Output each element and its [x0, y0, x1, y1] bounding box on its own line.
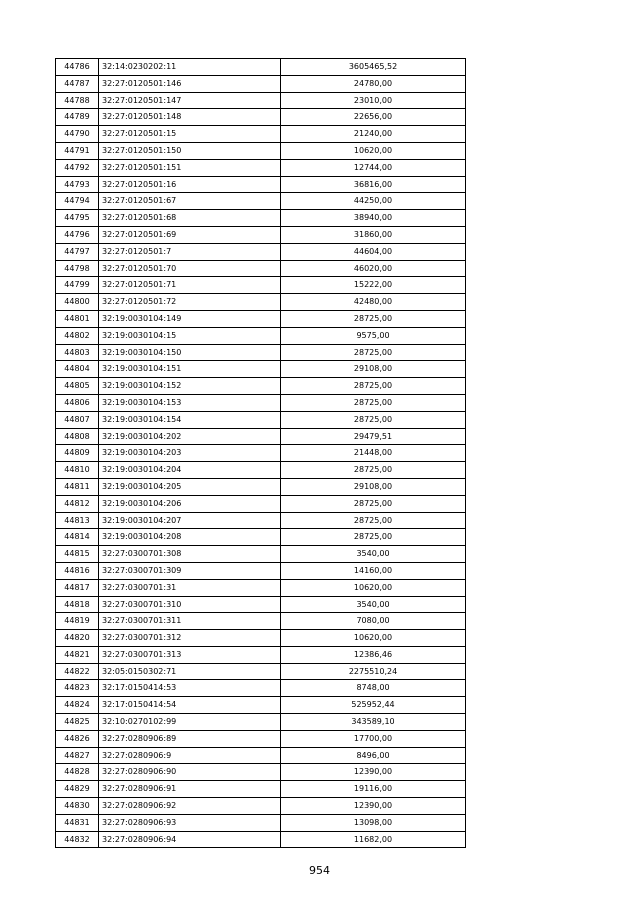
table-row	[56, 210, 466, 227]
table-row	[56, 478, 466, 495]
cadastral-number-cell: 32:27:0300701:31	[99, 579, 281, 596]
row-number-cell: 44827	[56, 747, 99, 764]
cadastral-value-cell: 7080,00	[281, 613, 466, 630]
cadastral-number-cell: 32:27:0120501:146	[99, 75, 281, 92]
cadastral-number-cell: 32:27:0120501:72	[99, 294, 281, 311]
cadastral-value-cell: 36816,00	[281, 176, 466, 193]
row-number-cell: 44810	[56, 462, 99, 479]
table-row	[56, 428, 466, 445]
cadastral-value-cell: 21448,00	[281, 445, 466, 462]
cadastral-number-cell: 32:27:0120501:147	[99, 92, 281, 109]
table-row	[56, 814, 466, 831]
cadastral-value-cell: 525952,44	[281, 697, 466, 714]
cadastral-value-cell: 8496,00	[281, 747, 466, 764]
table-row	[56, 646, 466, 663]
cadastral-value-cell: 8748,00	[281, 680, 466, 697]
cadastral-value-cell: 29108,00	[281, 478, 466, 495]
row-number-cell: 44800	[56, 294, 99, 311]
cadastral-number-cell: 32:27:0120501:70	[99, 260, 281, 277]
table-row	[56, 394, 466, 411]
cadastral-number-cell: 32:19:0030104:150	[99, 344, 281, 361]
row-number-cell: 44802	[56, 327, 99, 344]
row-number-cell: 44804	[56, 361, 99, 378]
cadastral-value-cell: 44604,00	[281, 243, 466, 260]
cadastral-number-cell: 32:27:0120501:16	[99, 176, 281, 193]
cadastral-value-cell: 46020,00	[281, 260, 466, 277]
table-row	[56, 226, 466, 243]
cadastral-number-cell: 32:05:0150302:71	[99, 663, 281, 680]
row-number-cell: 44791	[56, 142, 99, 159]
cadastral-number-cell: 32:27:0280906:92	[99, 798, 281, 815]
table-row	[56, 562, 466, 579]
cadastral-number-cell: 32:27:0280906:89	[99, 730, 281, 747]
cadastral-value-cell: 3605465,52	[281, 59, 466, 76]
cadastral-number-cell: 32:19:0030104:206	[99, 495, 281, 512]
cadastral-number-cell: 32:27:0120501:151	[99, 159, 281, 176]
table-row	[56, 714, 466, 731]
cadastral-number-cell: 32:19:0030104:151	[99, 361, 281, 378]
row-number-cell: 44789	[56, 109, 99, 126]
row-number-cell: 44793	[56, 176, 99, 193]
table-row	[56, 596, 466, 613]
cadastral-number-cell: 32:27:0280906:94	[99, 831, 281, 848]
cadastral-number-cell: 32:27:0280906:91	[99, 781, 281, 798]
table-row	[56, 109, 466, 126]
table-row	[56, 294, 466, 311]
cadastral-value-cell: 29108,00	[281, 361, 466, 378]
cadastral-number-cell: 32:19:0030104:203	[99, 445, 281, 462]
cadastral-value-cell: 28725,00	[281, 529, 466, 546]
table-row	[56, 142, 466, 159]
row-number-cell: 44790	[56, 126, 99, 143]
cadastral-value-cell: 14160,00	[281, 562, 466, 579]
table-row	[56, 445, 466, 462]
table-body	[56, 59, 466, 848]
table-row	[56, 243, 466, 260]
cadastral-number-cell: 32:27:0120501:7	[99, 243, 281, 260]
row-number-cell: 44812	[56, 495, 99, 512]
cadastral-number-cell: 32:19:0030104:205	[99, 478, 281, 495]
cadastral-value-cell: 28725,00	[281, 512, 466, 529]
cadastral-number-cell: 32:17:0150414:54	[99, 697, 281, 714]
cadastral-value-cell: 31860,00	[281, 226, 466, 243]
cadastral-value-cell: 28725,00	[281, 310, 466, 327]
row-number-cell: 44805	[56, 378, 99, 395]
row-number-cell: 44831	[56, 814, 99, 831]
table-row	[56, 176, 466, 193]
cadastral-value-cell: 2275510,24	[281, 663, 466, 680]
cadastral-value-cell: 343589,10	[281, 714, 466, 731]
row-number-cell: 44809	[56, 445, 99, 462]
row-number-cell: 44808	[56, 428, 99, 445]
cadastral-value-cell: 28725,00	[281, 462, 466, 479]
row-number-cell: 44786	[56, 59, 99, 76]
cadastral-value-cell: 12386,46	[281, 646, 466, 663]
table-row	[56, 798, 466, 815]
cadastral-number-cell: 32:27:0300701:308	[99, 546, 281, 563]
cadastral-value-cell: 12390,00	[281, 798, 466, 815]
cadastral-number-cell: 32:27:0120501:67	[99, 193, 281, 210]
cadastral-number-cell: 32:19:0030104:208	[99, 529, 281, 546]
cadastral-number-cell: 32:19:0030104:149	[99, 310, 281, 327]
row-number-cell: 44811	[56, 478, 99, 495]
cadastral-number-cell: 32:19:0030104:153	[99, 394, 281, 411]
row-number-cell: 44795	[56, 210, 99, 227]
row-number-cell: 44801	[56, 310, 99, 327]
cadastral-number-cell: 32:27:0300701:311	[99, 613, 281, 630]
table-row	[56, 764, 466, 781]
row-number-cell: 44830	[56, 798, 99, 815]
table-row	[56, 512, 466, 529]
row-number-cell: 44788	[56, 92, 99, 109]
table-row	[56, 361, 466, 378]
row-number-cell: 44825	[56, 714, 99, 731]
row-number-cell: 44820	[56, 630, 99, 647]
table-row	[56, 730, 466, 747]
table-row	[56, 613, 466, 630]
row-number-cell: 44829	[56, 781, 99, 798]
table-row	[56, 193, 466, 210]
table-row	[56, 378, 466, 395]
cadastral-number-cell: 32:19:0030104:15	[99, 327, 281, 344]
cadastral-number-cell: 32:27:0280906:9	[99, 747, 281, 764]
cadastral-number-cell: 32:19:0030104:207	[99, 512, 281, 529]
cadastral-number-cell: 32:17:0150414:53	[99, 680, 281, 697]
table-row	[56, 310, 466, 327]
table-row	[56, 126, 466, 143]
cadastral-number-cell: 32:19:0030104:202	[99, 428, 281, 445]
cadastral-value-cell: 21240,00	[281, 126, 466, 143]
cadastral-value-cell: 28725,00	[281, 495, 466, 512]
table-row	[56, 92, 466, 109]
cadastral-number-cell: 32:14:0230202:11	[99, 59, 281, 76]
row-number-cell: 44796	[56, 226, 99, 243]
row-number-cell: 44792	[56, 159, 99, 176]
cadastral-value-cell: 22656,00	[281, 109, 466, 126]
row-number-cell: 44806	[56, 394, 99, 411]
cadastral-number-cell: 32:27:0280906:93	[99, 814, 281, 831]
row-number-cell: 44826	[56, 730, 99, 747]
cadastral-number-cell: 32:27:0300701:313	[99, 646, 281, 663]
cadastral-number-cell: 32:27:0120501:15	[99, 126, 281, 143]
row-number-cell: 44821	[56, 646, 99, 663]
cadastral-number-cell: 32:27:0120501:69	[99, 226, 281, 243]
cadastral-value-cell: 9575,00	[281, 327, 466, 344]
table-row	[56, 277, 466, 294]
table-row	[56, 697, 466, 714]
cadastral-value-cell: 15222,00	[281, 277, 466, 294]
row-number-cell: 44818	[56, 596, 99, 613]
page-number: 954	[309, 864, 330, 877]
row-number-cell: 44824	[56, 697, 99, 714]
cadastral-value-cell: 3540,00	[281, 596, 466, 613]
table-row	[56, 680, 466, 697]
cadastral-number-cell: 32:19:0030104:204	[99, 462, 281, 479]
cadastral-value-cell: 3540,00	[281, 546, 466, 563]
row-number-cell: 44828	[56, 764, 99, 781]
row-number-cell: 44819	[56, 613, 99, 630]
table-row	[56, 781, 466, 798]
row-number-cell: 44794	[56, 193, 99, 210]
cadastral-value-cell: 24780,00	[281, 75, 466, 92]
row-number-cell: 44814	[56, 529, 99, 546]
cadastral-value-cell: 10620,00	[281, 630, 466, 647]
cadastral-value-cell: 42480,00	[281, 294, 466, 311]
table-row	[56, 495, 466, 512]
table-row	[56, 462, 466, 479]
table-row	[56, 344, 466, 361]
table-row	[56, 159, 466, 176]
cadastral-value-cell: 19116,00	[281, 781, 466, 798]
cadastral-number-cell: 32:27:0120501:71	[99, 277, 281, 294]
cadastral-value-cell: 10620,00	[281, 579, 466, 596]
cadastral-number-cell: 32:27:0280906:90	[99, 764, 281, 781]
row-number-cell: 44799	[56, 277, 99, 294]
cadastral-number-cell: 32:27:0300701:309	[99, 562, 281, 579]
row-number-cell: 44823	[56, 680, 99, 697]
cadastral-value-cell: 28725,00	[281, 394, 466, 411]
row-number-cell: 44822	[56, 663, 99, 680]
table-row	[56, 579, 466, 596]
row-number-cell: 44787	[56, 75, 99, 92]
table-row	[56, 546, 466, 563]
cadastral-value-cell: 17700,00	[281, 730, 466, 747]
row-number-cell: 44832	[56, 831, 99, 848]
table-row	[56, 529, 466, 546]
cadastral-number-cell: 32:27:0120501:150	[99, 142, 281, 159]
cadastral-value-cell: 12744,00	[281, 159, 466, 176]
row-number-cell: 44813	[56, 512, 99, 529]
table-row	[56, 75, 466, 92]
cadastral-value-cell: 29479,51	[281, 428, 466, 445]
cadastral-number-cell: 32:27:0300701:310	[99, 596, 281, 613]
row-number-cell: 44798	[56, 260, 99, 277]
cadastral-value-cell: 23010,00	[281, 92, 466, 109]
row-number-cell: 44816	[56, 562, 99, 579]
cadastral-number-cell: 32:27:0300701:312	[99, 630, 281, 647]
cadastral-value-cell: 44250,00	[281, 193, 466, 210]
row-number-cell: 44815	[56, 546, 99, 563]
cadastral-value-cell: 28725,00	[281, 411, 466, 428]
cadastral-value-cell: 28725,00	[281, 378, 466, 395]
cadastral-value-cell: 28725,00	[281, 344, 466, 361]
cadastral-number-cell: 32:27:0120501:68	[99, 210, 281, 227]
row-number-cell: 44797	[56, 243, 99, 260]
table-row	[56, 831, 466, 848]
row-number-cell: 44803	[56, 344, 99, 361]
cadastral-number-cell: 32:10:0270102:99	[99, 714, 281, 731]
row-number-cell: 44817	[56, 579, 99, 596]
table-row	[56, 327, 466, 344]
cadastral-value-table	[55, 58, 466, 848]
cadastral-value-cell: 12390,00	[281, 764, 466, 781]
cadastral-value-cell: 13098,00	[281, 814, 466, 831]
row-number-cell: 44807	[56, 411, 99, 428]
cadastral-number-cell: 32:19:0030104:152	[99, 378, 281, 395]
table-row	[56, 630, 466, 647]
cadastral-value-cell: 38940,00	[281, 210, 466, 227]
table-row	[56, 59, 466, 76]
cadastral-number-cell: 32:27:0120501:148	[99, 109, 281, 126]
cadastral-value-cell: 11682,00	[281, 831, 466, 848]
cadastral-number-cell: 32:19:0030104:154	[99, 411, 281, 428]
cadastral-value-cell: 10620,00	[281, 142, 466, 159]
table-row	[56, 747, 466, 764]
table-row	[56, 663, 466, 680]
table-row	[56, 260, 466, 277]
table-row	[56, 411, 466, 428]
